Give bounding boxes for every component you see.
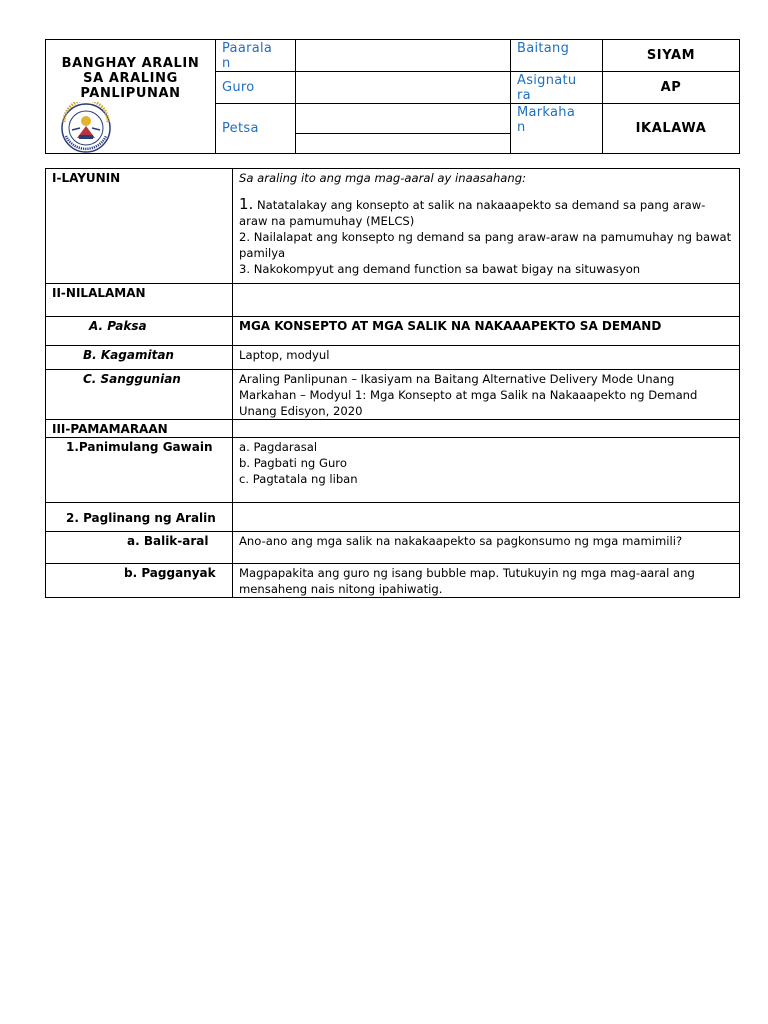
deped-seal-icon xyxy=(58,102,114,154)
asignatura-label-cell xyxy=(511,72,603,104)
table-row xyxy=(46,438,740,503)
title-line-2: SA ARALING xyxy=(83,71,178,86)
markahan-label-cell xyxy=(511,104,603,154)
pamamaraan-heading: III-PAMAMARAAN xyxy=(46,420,233,438)
petsa-divider xyxy=(296,104,510,134)
title-line-1: BANGHAY ARALIN xyxy=(61,56,200,71)
sanggunian-label: C. Sanggunian xyxy=(46,370,233,420)
paaralan-label-cell xyxy=(216,40,296,72)
table-row xyxy=(46,564,740,598)
pagganyak-label: b. Pagganyak xyxy=(46,564,233,598)
baitang-label: Baitang xyxy=(517,41,570,56)
table-row xyxy=(46,420,740,438)
balik-aral-value: Ano-ano ang mga salik na nakakaapekto sa pagkonsumo ng mga mamimili? xyxy=(233,532,740,564)
petsa-label: Petsa xyxy=(222,121,259,136)
table-row xyxy=(46,503,740,532)
asignatura-value: AP xyxy=(603,72,740,104)
list-item: c. Pagtatala ng liban xyxy=(239,472,358,486)
paaralan-value-field xyxy=(296,40,511,72)
table-row xyxy=(46,169,740,284)
table-row xyxy=(46,284,740,317)
layunin-content xyxy=(233,169,740,284)
paaralan-label: Paarala n xyxy=(222,41,273,71)
layunin-heading: I-LAYUNIN xyxy=(46,169,233,284)
paglinang-empty-cell xyxy=(233,503,740,532)
kagamitan-value: Laptop, modyul xyxy=(233,346,740,370)
petsa-value-field xyxy=(296,104,511,154)
list-item: b. Pagbati ng Guro xyxy=(239,456,347,470)
petsa-label-cell xyxy=(216,104,296,154)
guro-label-cell xyxy=(216,72,296,104)
markahan-value: IKALAWA xyxy=(603,104,740,154)
panimulang-gawain-list xyxy=(233,438,740,503)
layunin-intro: Sa araling ito ang mga mag-aaral ay inaasahang: xyxy=(239,171,527,185)
nilalaman-empty-cell xyxy=(233,284,740,317)
lesson-plan-table xyxy=(45,168,740,598)
balik-aral-label: a. Balik-aral xyxy=(46,532,233,564)
panimulang-gawain-label: 1.Panimulang Gawain xyxy=(46,438,233,503)
table-row xyxy=(46,346,740,370)
header-table xyxy=(45,39,740,154)
document-title xyxy=(46,56,215,101)
pamamaraan-empty-cell xyxy=(233,420,740,438)
sanggunian-value: Araling Panlipunan – Ikasiyam na Baitang Alternative Delivery Mode Unang Markahan – Modyul 1: Mga Konsepto at mga Salik na Nakaaapekto ng Demand Unang Edisyon, 2020 xyxy=(233,370,740,420)
layunin-item-1: 1. Natatalakay ang konsepto at salik na nakaaapekto sa demand sa pang araw-araw na pamumuhay (MELCS) xyxy=(239,195,706,228)
asignatura-label: Asignatu ra xyxy=(517,73,577,103)
title-line-3: PANLIPUNAN xyxy=(80,86,181,101)
paglinang-label: 2. Paglinang ng Aralin xyxy=(46,503,233,532)
kagamitan-label: B. Kagamitan xyxy=(46,346,233,370)
table-row xyxy=(46,532,740,564)
pagganyak-value: Magpapakita ang guro ng isang bubble map. Tutukuyin ng mga mag-aaral ang mensaheng nais nitong ipahiwatig. xyxy=(233,564,740,598)
paksa-label: A. Paksa xyxy=(46,317,233,346)
paksa-value: MGA KONSEPTO AT MGA SALIK NA NAKAAAPEKTO SA DEMAND xyxy=(233,317,740,346)
baitang-value: SIYAM xyxy=(603,40,740,72)
markahan-label: Markaha n xyxy=(517,105,576,135)
layunin-item-3: 3. Nakokompyut ang demand function sa bawat bigay na situwasyon xyxy=(239,262,641,276)
layunin-item-2: 2. Nailalapat ang konsepto ng demand sa pang araw-araw na pamumuhay ng bawat pamilya xyxy=(239,230,732,260)
table-row xyxy=(46,370,740,420)
list-item: a. Pagdarasal xyxy=(239,440,318,454)
guro-label: Guro xyxy=(222,80,255,95)
title-cell xyxy=(46,40,216,154)
baitang-label-cell xyxy=(511,40,603,72)
guro-value-field xyxy=(296,72,511,104)
table-row xyxy=(46,317,740,346)
nilalaman-heading: II-NILALAMAN xyxy=(46,284,233,317)
